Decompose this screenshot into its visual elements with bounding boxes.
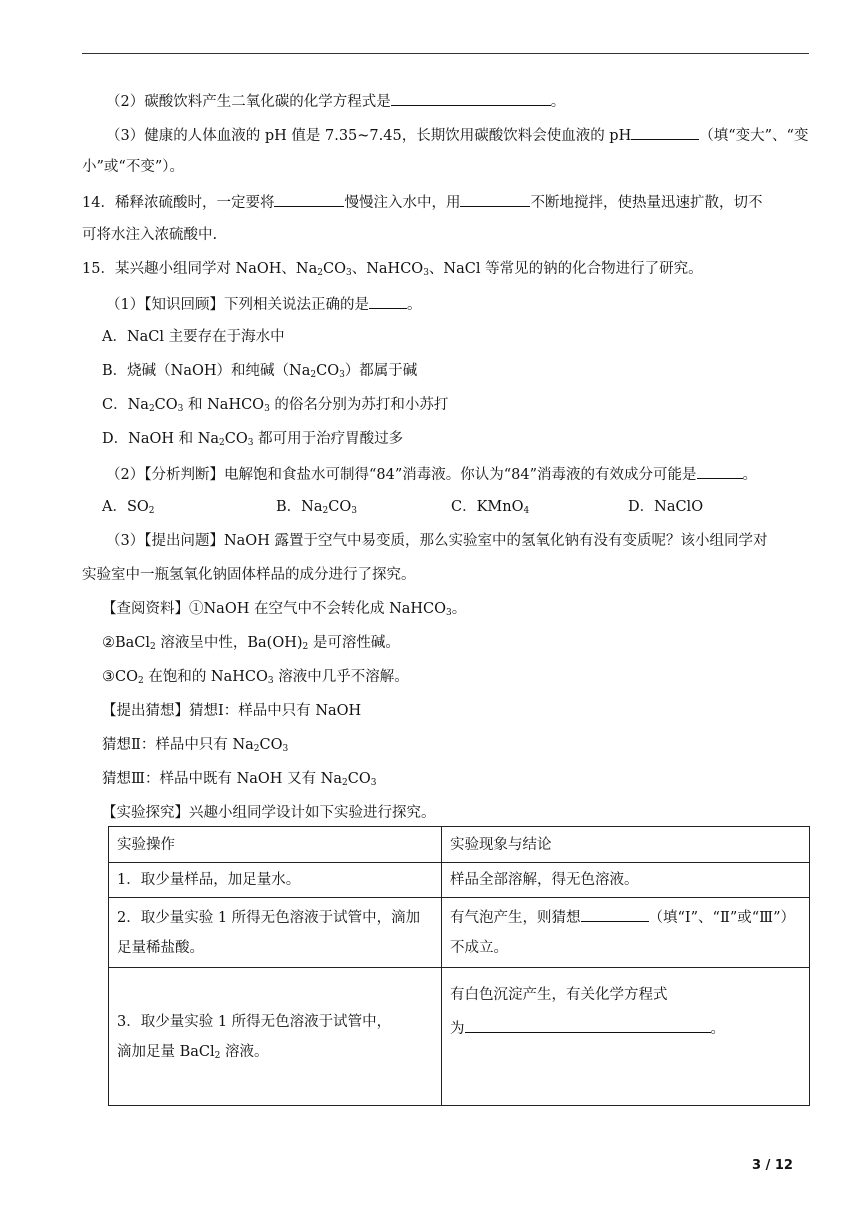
q15-option-c: C．$Na_2CO_3$ 和 NaHCO$_3$ 的俗名分别为苏打和小苏打 — [102, 397, 449, 414]
q13-part2: （2）碳酸饮料产生二氧化碳的化学方程式是 。 — [106, 90, 836, 112]
guess-3: 猜想Ⅲ：样品中既有 NaOH 又有 $Na_2CO_3$ — [102, 771, 377, 788]
table-header-row — [109, 827, 810, 863]
row2-operation: 2．取少量实验 1 所得无色溶液于试管中，滴加 足量稀盐酸。 — [109, 898, 442, 968]
reference-2: ②BaCl$_2$ 溶液呈中性，$Ba(OH)_2$ 是可溶性碱。 — [102, 635, 400, 652]
option-a: A．$SO_2$ — [102, 499, 155, 516]
q15-option-b: B．烧碱（NaOH）和纯碱$(Na_2CO_3)$都属于碱 — [102, 363, 418, 380]
answer-blank[interactable] — [581, 906, 649, 922]
answer-blank[interactable] — [274, 191, 344, 207]
q15-part3-cont: 实验室中一瓶氢氧化钠固体样品的成分进行了探究。 — [82, 567, 416, 583]
table-row — [109, 863, 810, 898]
reference-3: $③CO_2$ 在饱和的 NaHCO$_3$ 溶液中几乎不溶解。 — [102, 669, 409, 686]
answer-blank[interactable] — [369, 293, 407, 309]
q15-intro: 15．某兴趣小组同学对 NaOH、$Na_2CO_3$、NaHCO$_3$、NaCl 等常见的钠的化合物进行了研究。 — [82, 261, 703, 278]
guess-1: 【提出猜想】猜想Ⅰ：样品中只有 NaOH — [102, 703, 362, 719]
q15-part1: （1）【知识回顾】下列相关说法正确的是 。 — [106, 293, 836, 315]
row1-result: 样品全部溶解，得无色溶液。 — [442, 863, 810, 898]
q15-option-a: A．NaCl 主要存在于海水中 — [102, 329, 285, 345]
q14-cont: 可将水注入浓硫酸中. — [82, 227, 218, 243]
answer-blank[interactable] — [465, 1017, 711, 1033]
answer-blank[interactable] — [631, 124, 699, 140]
reference-1: 【查阅资料】①NaOH 在空气中不会转化成 NaHCO$_3$。 — [102, 601, 467, 618]
page-number: 3 / 12 — [752, 1158, 793, 1173]
experiment-intro: 【实验探究】兴趣小组同学设计如下实验进行探究。 — [102, 805, 436, 821]
experiment-table — [108, 826, 810, 1106]
q15-part2-options — [102, 497, 832, 517]
row3-operation: 3．取少量实验 1 所得无色溶液于试管中， 滴加足量 BaCl$_2$ 溶液。 — [109, 968, 442, 1106]
q13-part3-cont: 小”或“不变”）。 — [82, 159, 184, 175]
answer-blank[interactable] — [391, 90, 551, 106]
table-row — [109, 898, 810, 968]
q15-option-d: D．NaOH 和 $Na_2CO_3$ 都可用于治疗胃酸过多 — [102, 431, 404, 448]
header-operation: 实验操作 — [109, 827, 442, 863]
q15-part3: （3）【提出问题】NaOH 露置于空气中易变质，那么实验室中的氢氧化钠有没有变质呢？该小组同学对 — [106, 533, 768, 549]
answer-blank[interactable] — [697, 463, 743, 479]
row1-operation: 1．取少量样品，加足量水。 — [109, 863, 442, 898]
q14: 14．稀释浓硫酸时，一定要将 慢慢注入水中，用 不断地搅拌，使热量迅速扩散，切不 — [82, 191, 812, 213]
header-rule — [82, 53, 809, 54]
header-result: 实验现象与结论 — [442, 827, 810, 863]
q15-part2: （2）【分析判断】电解饱和食盐水可制得“84”消毒液。你认为“84”消毒液的有效成分可能是 。 — [106, 463, 836, 485]
row3-result: 有白色沉淀产生，有关化学方程式 为 。 — [442, 968, 810, 1106]
answer-blank[interactable] — [460, 191, 530, 207]
row2-result: 有气泡产生，则猜想 （填“Ⅰ”、“Ⅱ”或“Ⅲ”） 不成立。 — [442, 898, 810, 968]
option-b: B．$Na_2CO_3$ — [276, 499, 357, 516]
guess-2: 猜想Ⅱ：样品中只有 $Na_2CO_3$ — [102, 737, 289, 754]
q13-part3: （3）健康的人体血液的 pH 值是 7.35~7.45，长期饮用碳酸饮料会使血液的 pH （填“变大”、“变 — [106, 124, 836, 146]
option-c: C．KMnO$_4$ — [451, 499, 530, 516]
table-row — [109, 968, 810, 1106]
option-d: D．NaClO — [628, 499, 704, 515]
